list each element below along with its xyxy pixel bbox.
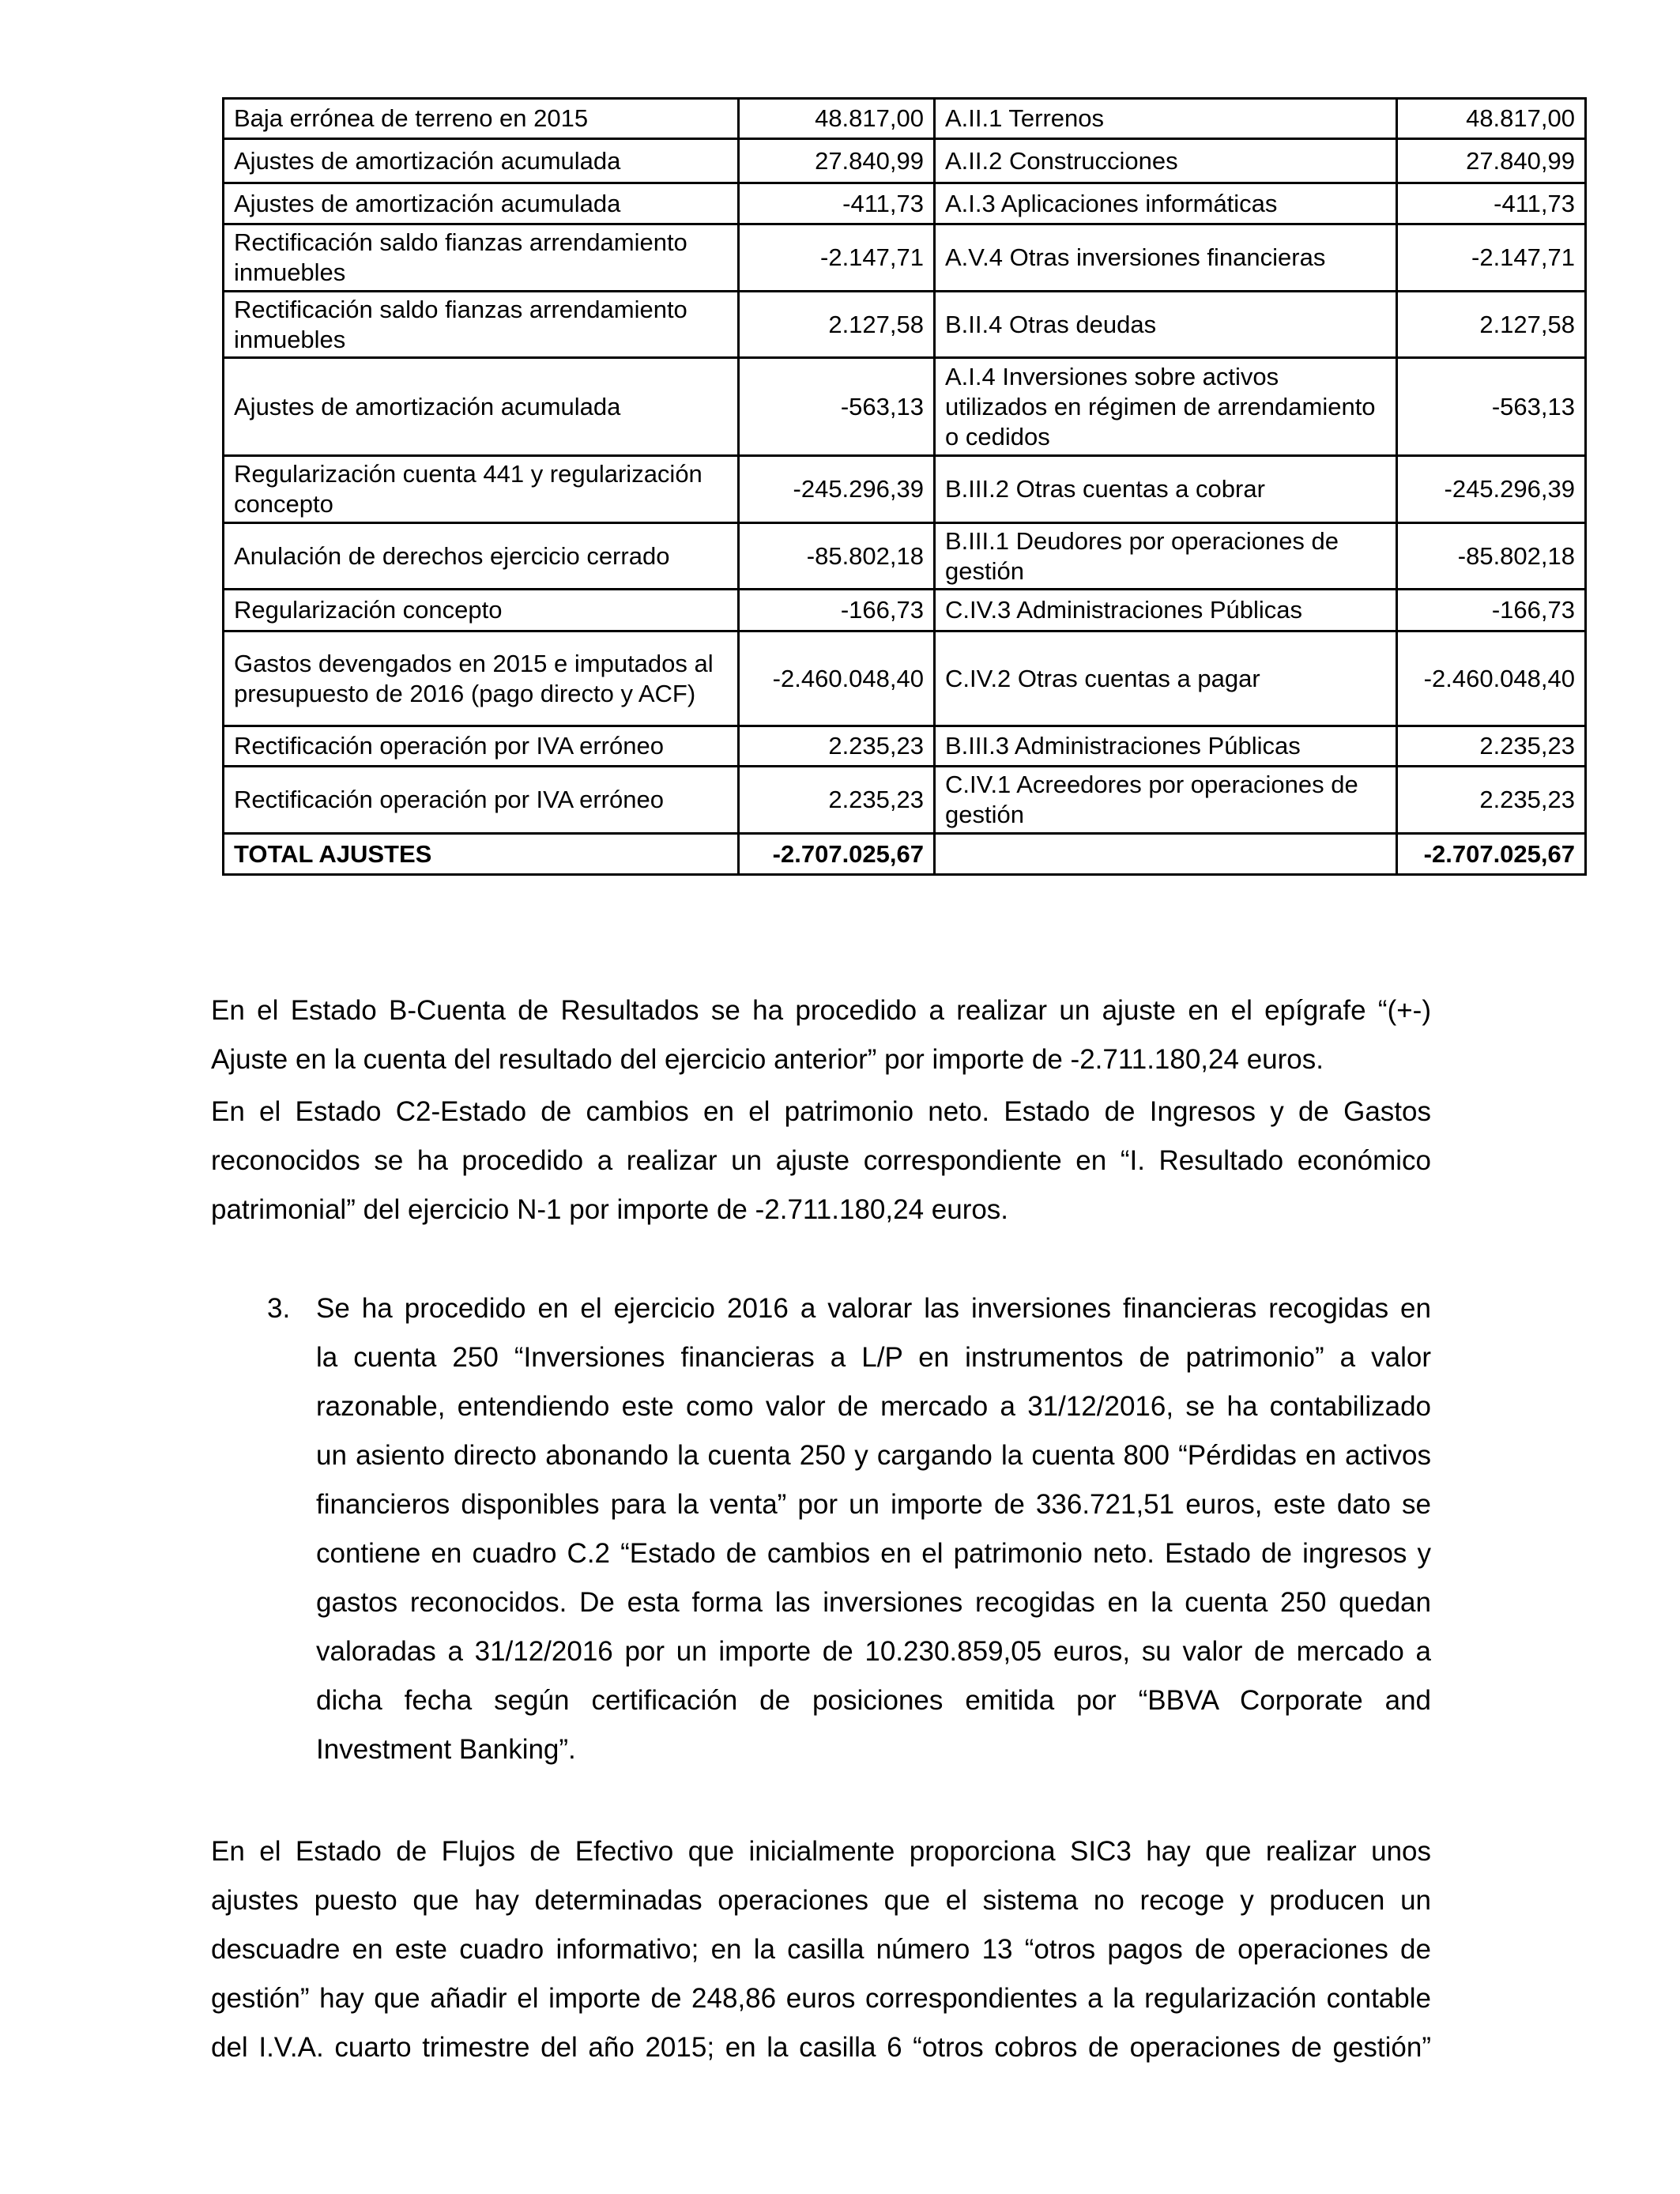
account-cell: A.II.1 Terrenos [935, 99, 1397, 139]
text-line: En el Estado B-Cuenta de Resultados se ha procedido a realizar un ajuste en el epígrafe “(+-) [211, 995, 1431, 1026]
concept-cell: Ajustes de amortización acumulada [224, 358, 739, 456]
amount-cell: -2.147,71 [739, 224, 935, 292]
concept-cell: Regularización concepto [224, 590, 739, 631]
table-row [224, 767, 1586, 834]
amount-cell: 2.235,23 [739, 767, 935, 834]
account-cell: A.I.3 Aplicaciones informáticas [935, 183, 1397, 224]
account-cell: B.II.4 Otras deudas [935, 292, 1397, 358]
account-cell: B.III.1 Deudores por operaciones de gestión [935, 523, 1397, 590]
amount-cell: 2.235,23 [739, 726, 935, 767]
table-row [224, 183, 1586, 224]
account-amount-cell: -245.296,39 [1397, 456, 1586, 523]
table-row [224, 523, 1586, 590]
concept-cell: Rectificación operación por IVA erróneo [224, 767, 739, 834]
text-line: valoradas a 31/12/2016 por un importe de 10.230.859,05 euros, su valor de mercado a [316, 1636, 1431, 1667]
table-row [224, 456, 1586, 523]
account-cell: B.III.3 Administraciones Públicas [935, 726, 1397, 767]
text-line: patrimonial” del ejercicio N-1 por importe de -2.711.180,24 euros. [211, 1194, 1009, 1225]
text-line: ajustes puesto que hay determinadas operaciones que el sistema no recoge y producen un [211, 1885, 1431, 1916]
text-line: financieros disponibles para la venta” por un importe de 336.721,51 euros, este dato se [316, 1489, 1431, 1520]
total-amount: -2.707.025,67 [739, 834, 935, 875]
concept-cell: Rectificación operación por IVA erróneo [224, 726, 739, 767]
concept-cell: Gastos devengados en 2015 e imputados al presupuesto de 2016 (pago directo y ACF) [224, 631, 739, 726]
concept-cell: Rectificación saldo fianzas arrendamiento inmuebles [224, 224, 739, 292]
table-row [224, 292, 1586, 358]
account-amount-cell: -2.147,71 [1397, 224, 1586, 292]
account-amount-cell: -563,13 [1397, 358, 1586, 456]
amount-cell: 2.127,58 [739, 292, 935, 358]
account-cell: A.II.2 Construcciones [935, 139, 1397, 183]
text-line: Investment Banking”. [316, 1734, 576, 1765]
amount-cell: -85.802,18 [739, 523, 935, 590]
account-amount-cell: 48.817,00 [1397, 99, 1586, 139]
table-row [224, 631, 1586, 726]
table-row [224, 726, 1586, 767]
paragraph-cuenta-resultados [211, 986, 1431, 1084]
text-line: descuadre en este cuadro informativo; en la casilla número 13 “otros pagos de operaciones de [211, 1934, 1431, 1965]
table-row [224, 224, 1586, 292]
account-cell: A.V.4 Otras inversiones financieras [935, 224, 1397, 292]
text-line: contiene en cuadro C.2 “Estado de cambios en el patrimonio neto. Estado de ingresos y [316, 1538, 1431, 1569]
account-amount-cell: 27.840,99 [1397, 139, 1586, 183]
account-cell: B.III.2 Otras cuentas a cobrar [935, 456, 1397, 523]
text-line: Ajuste en la cuenta del resultado del ejercicio anterior” por importe de -2.711.180,24 euros. [211, 1044, 1324, 1075]
total-label: TOTAL AJUSTES [224, 834, 739, 875]
total-amount-2: -2.707.025,67 [1397, 834, 1586, 875]
text-line: En el Estado de Flujos de Efectivo que inicialmente proporciona SIC3 hay que realizar unos [211, 1836, 1431, 1867]
account-amount-cell: 2.235,23 [1397, 726, 1586, 767]
concept-cell: Baja errónea de terreno en 2015 [224, 99, 739, 139]
table-row [224, 99, 1586, 139]
total-row [224, 834, 1586, 875]
text-line: la cuenta 250 “Inversiones financieras a L/P en instrumentos de patrimonio” a valor [316, 1342, 1431, 1373]
amount-cell: 27.840,99 [739, 139, 935, 183]
concept-cell: Rectificación saldo fianzas arrendamiento inmuebles [224, 292, 739, 358]
text-line: gestión” hay que añadir el importe de 248,86 euros correspondientes a la regularización contable [211, 1983, 1431, 2014]
account-cell: C.IV.3 Administraciones Públicas [935, 590, 1397, 631]
total-account [935, 834, 1397, 875]
text-line: razonable, entendiendo este como valor de mercado a 31/12/2016, se ha contabilizado [316, 1391, 1431, 1422]
text-line: Se ha procedido en el ejercicio 2016 a valorar las inversiones financieras recogidas en [316, 1293, 1431, 1324]
amount-cell: -411,73 [739, 183, 935, 224]
text-line: dicha fecha según certificación de posiciones emitida por “BBVA Corporate and [316, 1685, 1431, 1716]
concept-cell: Ajustes de amortización acumulada [224, 139, 739, 183]
item-number: 3. [267, 1293, 291, 1324]
account-cell: C.IV.1 Acreedores por operaciones de gestión [935, 767, 1397, 834]
text-line: En el Estado C2-Estado de cambios en el patrimonio neto. Estado de Ingresos y de Gastos [211, 1096, 1431, 1127]
amount-cell: -166,73 [739, 590, 935, 631]
account-cell: A.I.4 Inversiones sobre activos utilizados en régimen de arrendamiento o cedidos [935, 358, 1397, 456]
table-row [224, 590, 1586, 631]
table-row [224, 139, 1586, 183]
text-line: del I.V.A. cuarto trimestre del año 2015; en la casilla 6 “otros cobros de operaciones de gestión” [211, 2032, 1431, 2063]
account-amount-cell: 2.127,58 [1397, 292, 1586, 358]
paragraph-flujos-efectivo [211, 1827, 1431, 2072]
account-amount-cell: -85.802,18 [1397, 523, 1586, 590]
account-amount-cell: 2.235,23 [1397, 767, 1586, 834]
text-line: reconocidos se ha procedido a realizar un ajuste correspondiente en “I. Resultado económico [211, 1145, 1431, 1176]
concept-cell: Regularización cuenta 441 y regularización concepto [224, 456, 739, 523]
amount-cell: -563,13 [739, 358, 935, 456]
amount-cell: -2.460.048,40 [739, 631, 935, 726]
text-line: un asiento directo abonando la cuenta 250 y cargando la cuenta 800 “Pérdidas en activos [316, 1440, 1431, 1471]
amount-cell: -245.296,39 [739, 456, 935, 523]
account-amount-cell: -411,73 [1397, 183, 1586, 224]
paragraph-estado-c2 [211, 1088, 1431, 1235]
concept-cell: Ajustes de amortización acumulada [224, 183, 739, 224]
concept-cell: Anulación de derechos ejercicio cerrado [224, 523, 739, 590]
table-row [224, 358, 1586, 456]
item-3-text [316, 1284, 1431, 1774]
amount-cell: 48.817,00 [739, 99, 935, 139]
account-cell: C.IV.2 Otras cuentas a pagar [935, 631, 1397, 726]
account-amount-cell: -2.460.048,40 [1397, 631, 1586, 726]
account-amount-cell: -166,73 [1397, 590, 1586, 631]
text-line: gastos reconocidos. De esta forma las inversiones recogidas en la cuenta 250 quedan [316, 1587, 1431, 1618]
adjustments-table [222, 97, 1587, 876]
